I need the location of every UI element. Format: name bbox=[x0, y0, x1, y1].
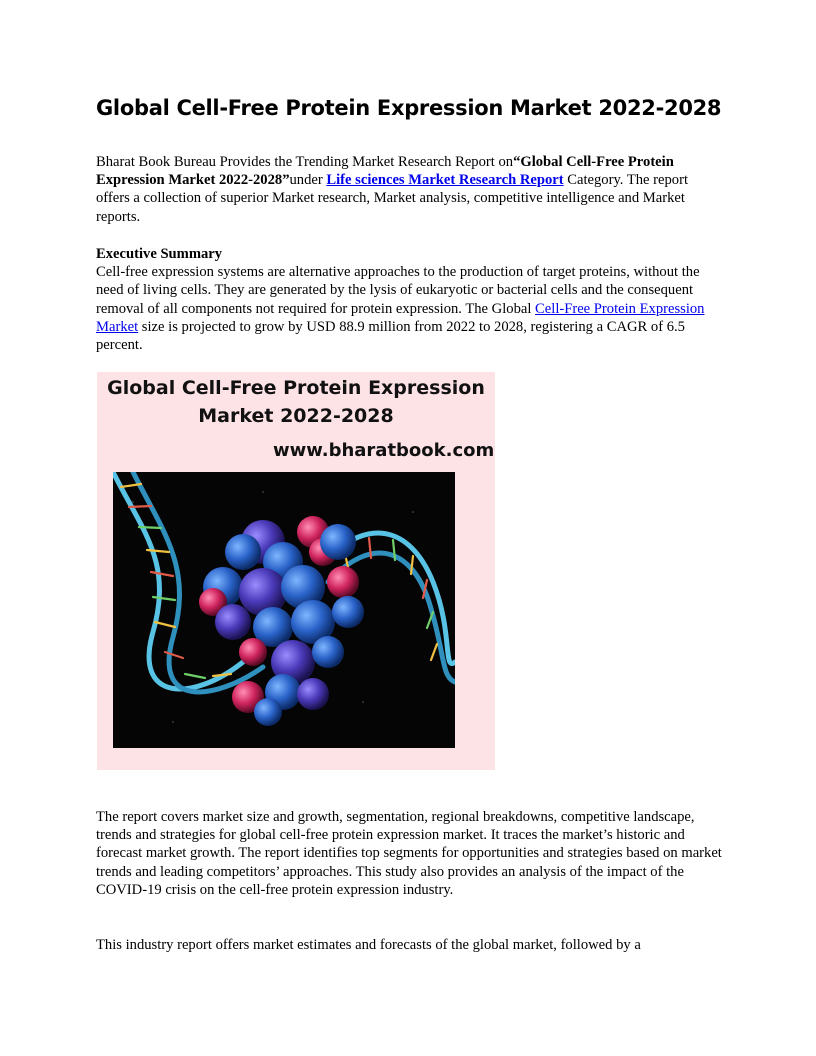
intro-paragraph bbox=[96, 153, 722, 226]
report-title-bold: “Global Cell-Free Protein Expression Market 2022-2028” bbox=[96, 154, 674, 189]
intro-after-text: Category. The report offers a collection of superior Market research, Market analysis, competitive intelligence and Market reports. bbox=[96, 172, 689, 225]
banner-title: Global Cell-Free Protein Expression Market 2022-2028 bbox=[107, 377, 485, 427]
executive-summary-text: Cell-free expression systems are alternative approaches to the production of target proteins, without the need of living cells. They are generated by the lysis of eukaryotic or bacterial cells and the consequent removal of all components not required for protein expression. The Global bbox=[96, 264, 700, 317]
executive-summary-section bbox=[96, 245, 722, 354]
executive-summary-heading: Executive Summary bbox=[96, 246, 223, 262]
document-title: Global Cell-Free Protein Expression Market 2022-2028 bbox=[96, 96, 722, 120]
scope-paragraph: The report covers market size and growth, segmentation, regional breakdowns, competitive landscape, trends and strategies for global cell-free protein expression market. It traces the market’s historic and forecast market growth. The report identifies top segments for opportunities and strategies based on market trends and leading competitors’ approaches. This study also provides an analysis of the impact of the COVID-19 crisis on the cell-free protein expression industry. bbox=[96, 809, 722, 898]
report-banner-image bbox=[97, 372, 495, 770]
category-link[interactable]: Life sciences Market Research Report bbox=[326, 172, 564, 189]
market-link[interactable]: Cell-Free Protein Expression Market bbox=[96, 300, 705, 335]
dna-protein-graphic bbox=[113, 472, 455, 748]
intro-under-text: under bbox=[289, 172, 327, 189]
estimates-paragraph: This industry report offers market estimates and forecasts of the global market, followed by a bbox=[96, 937, 641, 953]
executive-summary-text-after: size is projected to grow by USD 88.9 million from 2022 to 2028, registering a CAGR of 6.5 percent. bbox=[96, 318, 685, 354]
protein-molecule-illustration bbox=[113, 472, 455, 748]
banner-url: www.bharatbook.com bbox=[273, 440, 495, 461]
intro-text: Bharat Book Bureau Provides the Trending Market Research Report on bbox=[96, 154, 514, 170]
